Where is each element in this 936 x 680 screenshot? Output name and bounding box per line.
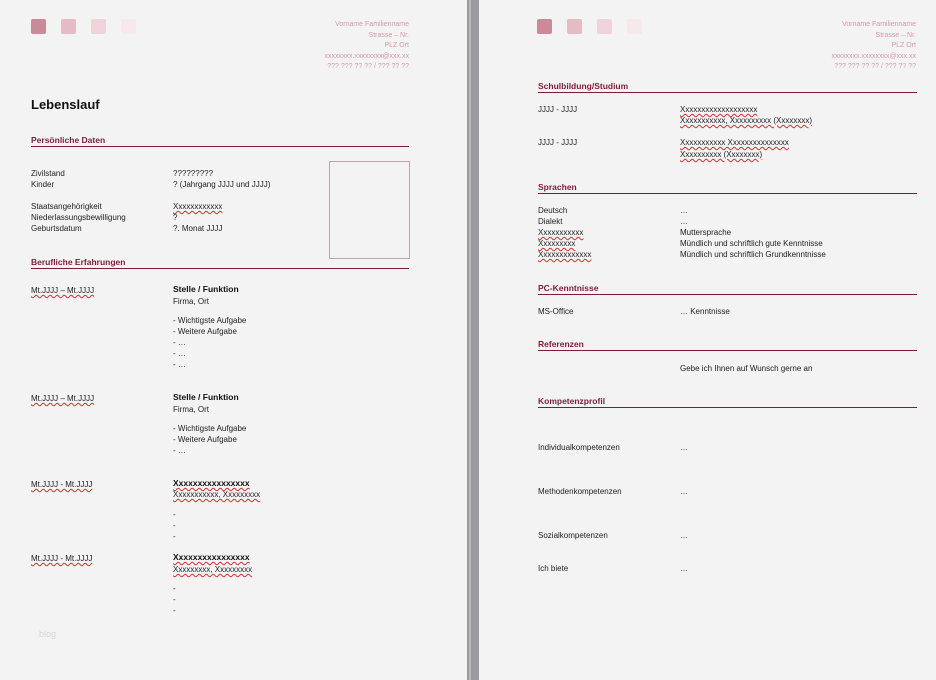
square-1	[537, 19, 552, 34]
experience-task: - Wichtigste Aufgabe	[173, 424, 247, 433]
education-school: Xxxxxxxxxxxxxxxxxxx	[680, 105, 758, 114]
pc-label: MS-Office	[538, 307, 574, 316]
contact-phone: ??? ??? ?? ?? / ??? ?? ??	[327, 63, 409, 70]
experience-task: -	[173, 532, 176, 541]
square-2	[61, 19, 76, 34]
square-4	[627, 19, 642, 34]
experience-task: - …	[173, 338, 186, 347]
experience-task: - …	[173, 349, 186, 358]
experience-task: -	[173, 510, 176, 519]
section-rule	[538, 350, 917, 351]
personal-value: ?	[173, 213, 178, 222]
competence-label: Sozialkompetenzen	[538, 531, 608, 540]
experience-date: Mt.JJJJ - Mt.JJJJ	[31, 480, 93, 489]
experience-task: - Wichtigste Aufgabe	[173, 316, 247, 325]
language-label: Deutsch	[538, 206, 568, 215]
experience-date: Mt.JJJJ - Mt.JJJJ	[31, 554, 93, 563]
competence-value: …	[680, 564, 688, 573]
experience-task: - …	[173, 446, 186, 455]
language-label: Xxxxxxxxx	[538, 239, 576, 248]
page-title: Lebenslauf	[31, 97, 100, 112]
experience-task: - Weitere Aufgabe	[173, 435, 237, 444]
section-heading-experience: Berufliche Erfahrungen	[31, 257, 126, 267]
competence-value: …	[680, 487, 688, 496]
personal-value: ?. Monat JJJJ	[173, 224, 223, 233]
section-rule	[538, 294, 917, 295]
experience-date: Mt.JJJJ – Mt.JJJJ	[31, 394, 95, 403]
experience-company: Firma, Ort	[173, 405, 209, 414]
section-heading-languages: Sprachen	[538, 182, 577, 192]
competence-label: Individualkompetenzen	[538, 443, 620, 452]
personal-label: Niederlassungsbewilligung	[31, 213, 126, 222]
section-rule	[31, 268, 409, 269]
education-school: Xxxxxxxxxxx Xxxxxxxxxxxxxxx	[680, 138, 789, 147]
experience-title: Xxxxxxxxxxxxxxxx	[173, 478, 250, 488]
pc-value: … Kenntnisse	[680, 307, 730, 316]
section-rule	[538, 407, 917, 408]
experience-date: Mt.JJJJ – Mt.JJJJ	[31, 286, 95, 295]
experience-task: - …	[173, 360, 186, 369]
page-gutter	[467, 0, 479, 680]
experience-company: Xxxxxxxxx, Xxxxxxxxx	[173, 565, 253, 574]
section-heading-references: Referenzen	[538, 339, 584, 349]
experience-task: -	[173, 606, 176, 615]
personal-label: Geburtsdatum	[31, 224, 82, 233]
language-level: …	[680, 206, 688, 215]
education-date: JJJJ - JJJJ	[538, 105, 578, 114]
square-4	[121, 19, 136, 34]
competence-value: …	[680, 443, 688, 452]
language-label: Dialekt	[538, 217, 563, 226]
experience-title: Stelle / Funktion	[173, 284, 239, 294]
competence-label: Ich biete	[538, 564, 569, 573]
square-3	[91, 19, 106, 34]
language-level: Mündlich und schriftlich Grundkenntnisse	[680, 250, 826, 259]
personal-value: ? (Jahrgang JJJJ und JJJJ)	[173, 180, 271, 189]
watermark: blog	[39, 629, 57, 639]
contact-city: PLZ Ort	[384, 42, 409, 49]
section-heading-personal: Persönliche Daten	[31, 135, 106, 145]
contact-block	[325, 20, 410, 73]
language-level: Muttersprache	[680, 228, 732, 237]
photo-placeholder	[329, 161, 410, 259]
experience-company: Xxxxxxxxxxx, Xxxxxxxxx	[173, 490, 261, 499]
references-value: Gebe ich Ihnen auf Wunsch gerne an	[680, 364, 813, 373]
contact-phone: ??? ??? ?? ?? / ??? ?? ??	[834, 63, 916, 70]
education-degree: Xxxxxxxxxxx, Xxxxxxxxxx (Xxxxxxxx)	[680, 116, 813, 125]
language-label: Xxxxxxxxxxx	[538, 228, 584, 237]
square-3	[597, 19, 612, 34]
section-rule	[538, 193, 917, 194]
contact-email: xxxxxxxx.xxxxxxxx@xxx.xx	[831, 52, 916, 60]
language-label: Xxxxxxxxxxxxx	[538, 250, 592, 259]
language-level: …	[680, 217, 688, 226]
section-heading-education: Schulbildung/Studium	[538, 81, 629, 91]
contact-street: Strasse – Nr.	[368, 31, 409, 39]
contact-city: PLZ Ort	[891, 42, 916, 49]
education-date: JJJJ - JJJJ	[538, 138, 578, 147]
experience-company: Firma, Ort	[173, 297, 209, 306]
competence-value: …	[680, 531, 688, 540]
competence-label: Methodenkompetenzen	[538, 487, 622, 496]
personal-label: Zivilstand	[31, 169, 65, 178]
experience-title: Xxxxxxxxxxxxxxxx	[173, 552, 250, 562]
contact-email: xxxxxxxx.xxxxxxxx@xxx.xx	[324, 52, 409, 60]
personal-label: Kinder	[31, 180, 55, 189]
section-rule	[31, 146, 409, 147]
section-heading-pc: PC-Kenntnisse	[538, 283, 599, 293]
contact-street: Strasse – Nr.	[875, 31, 916, 39]
square-2	[567, 19, 582, 34]
cv-page-right	[479, 0, 936, 680]
experience-task: -	[173, 584, 176, 593]
contact-block	[832, 20, 917, 73]
personal-label: Staatsangehörigkeit	[31, 202, 102, 211]
cv-page-left	[0, 0, 467, 680]
experience-title: Stelle / Funktion	[173, 392, 239, 402]
experience-task: -	[173, 595, 176, 604]
square-1	[31, 19, 46, 34]
personal-value: Xxxxxxxxxxxx	[173, 202, 223, 211]
section-rule	[538, 92, 917, 93]
section-heading-competence: Kompetenzprofil	[538, 396, 606, 406]
contact-name: Vorname Familienname	[842, 21, 916, 28]
contact-name: Vorname Familienname	[335, 21, 409, 28]
education-degree: Xxxxxxxxxx (Xxxxxxxx)	[680, 150, 763, 159]
experience-task: -	[173, 521, 176, 530]
personal-value: ?????????	[173, 169, 214, 178]
experience-task: - Weitere Aufgabe	[173, 327, 237, 336]
language-level: Mündlich und schriftlich gute Kenntnisse	[680, 239, 823, 248]
